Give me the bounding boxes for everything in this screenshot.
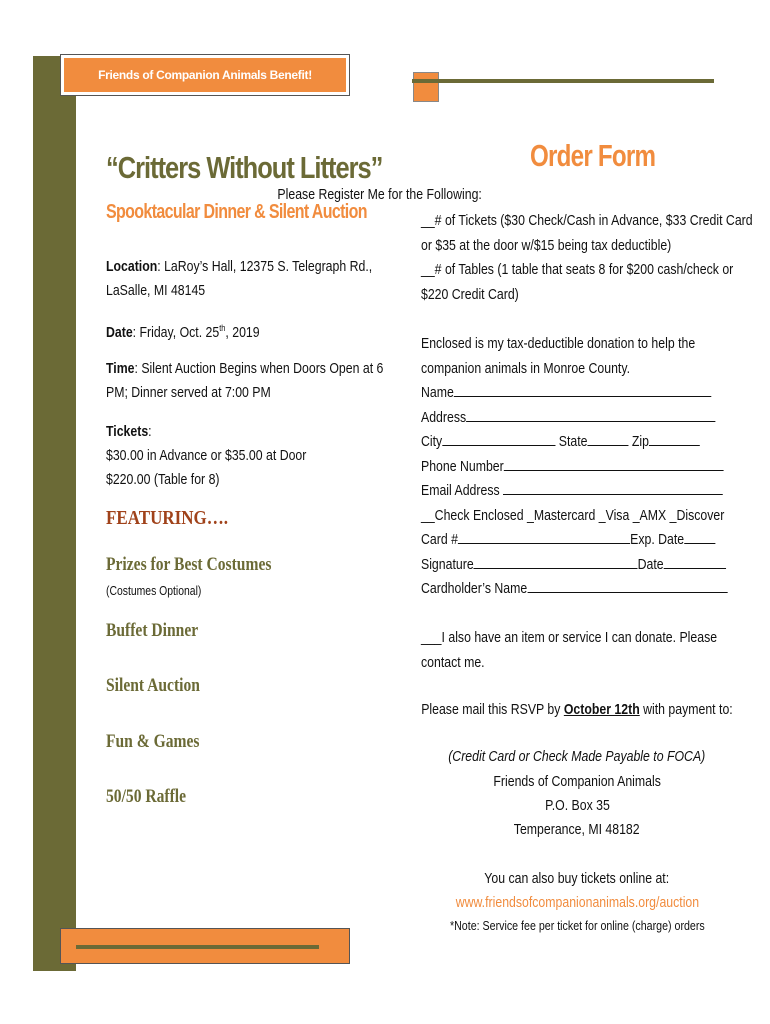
donate-line2: contact me. [421,653,485,671]
city-state-zip-field[interactable] [421,430,727,455]
bottom-banner [60,928,350,964]
location-label: Location [106,258,158,275]
address-label: Address [421,408,467,426]
mail-prefix: Please mail this RSVP by [421,701,564,718]
mail-date: October 12th [563,701,640,718]
note-line [197,918,770,933]
name-field[interactable] [421,381,727,406]
cardholder-label: Cardholder’s Name [421,580,528,597]
note-text: *Note: Service fee per ticket for online (charge) orders [449,918,705,933]
cardholder-field[interactable] [421,577,727,602]
donation-line1: Enclosed is my tax-deductible donation to help the [421,335,696,352]
po-box-line [197,797,770,814]
featuring-heading: FEATURING…. [106,507,229,529]
tickets-colon: : [148,423,152,440]
tables-order-line2: $220 Credit Card) [421,285,519,303]
card-field[interactable] [421,528,727,553]
url-line [197,894,770,911]
payment-options[interactable]: __Check Enclosed _Mastercard _Visa _AMX _Discover [421,506,725,524]
mail-suffix: with payment to: [639,701,733,718]
top-banner [60,54,350,96]
city-state-line [197,821,770,838]
register-text: Please Register Me for the Following: [277,186,483,203]
time-label: Time [106,360,135,377]
order-lines-2 [421,332,727,602]
date-label: Date [106,324,133,341]
sig-date-label: Date [637,555,664,573]
time-line1: : Silent Auction Begins when Doors Open at 6 [134,360,384,377]
online-text: You can also buy tickets online at: [484,870,670,887]
donation-line2: companion animals in Monroe County. [421,359,630,377]
location-line2: LaSalle, MI 48145 [106,282,206,299]
feature-silent-auction: Silent Auction [106,675,200,696]
right-olive-line [412,79,714,83]
order-form-title: Order Form [530,138,656,173]
register-line [0,186,760,203]
signature-label: Signature [421,555,474,573]
time-line2: PM; Dinner served at 7:00 PM [106,384,271,401]
tickets-line1: $30.00 in Advance or $35.00 at Door [106,447,307,464]
tickets-label: Tickets [106,423,149,440]
feature-costumes: Prizes for Best Costumes [106,554,272,575]
order-lines-1 [421,209,753,307]
card-label: Card # [421,531,458,548]
tickets-block [106,420,306,492]
payable-text: (Credit Card or Check Made Payable to FOCA) [448,748,706,765]
date-block [106,316,260,345]
event-title: “Critters Without Litters” [106,150,383,185]
location-block [106,255,372,303]
costume-note: (Costumes Optional) [106,583,202,598]
date-year: , 2019 [225,324,260,341]
city-label: City [421,433,443,450]
feature-raffle: 50/50 Raffle [106,786,187,807]
event-subtitle: Spooktacular Dinner & Silent Auction [106,201,367,223]
auction-link[interactable]: www.friendsofcompanionanimals.org/auction [455,894,699,911]
org-line [197,773,770,790]
signature-field[interactable] [421,553,727,578]
donate-item-lines [421,626,717,675]
address-field[interactable] [421,406,727,431]
feature-buffet: Buffet Dinner [106,620,199,641]
phone-label: Phone Number [421,457,504,475]
online-line [197,870,770,887]
tickets-line2: $220.00 (Table for 8) [106,471,220,488]
feature-fun-games: Fun & Games [106,731,200,752]
tables-order-line1: __# of Tables (1 table that seats 8 for $200 cash/check or [421,261,734,278]
zip-label: Zip [631,433,650,450]
city-state-text: Temperance, MI 48182 [514,821,640,838]
time-block [106,357,383,405]
phone-field[interactable] [421,455,727,480]
org-text: Friends of Companion Animals [493,773,661,790]
exp-label: Exp. Date [630,531,685,548]
date-text: : Friday, Oct. 25 [132,324,220,341]
po-box-text: P.O. Box 35 [544,797,610,814]
banner-text: Friends of Companion Animals Benefit! [64,58,346,92]
donate-line1: ___I also have an item or service I can donate. Please [421,629,718,646]
bottom-banner-line [76,945,319,949]
payable-line [197,748,770,765]
email-label: Email Address [421,482,500,499]
state-label: State [558,433,588,450]
date-sup: th [219,323,226,333]
tickets-order-line2: or $35 at the door w/$15 being tax deductible) [421,236,672,254]
location-line1: : LaRoy’s Hall, 12375 S. Telegraph Rd., [157,258,373,275]
tickets-order-line1: __# of Tickets ($30 Check/Cash in Advance, $33 Credit Card [421,212,753,229]
name-label: Name [421,384,454,401]
right-orange-block [413,72,439,102]
email-field[interactable] [421,479,727,504]
mail-line [197,701,770,718]
